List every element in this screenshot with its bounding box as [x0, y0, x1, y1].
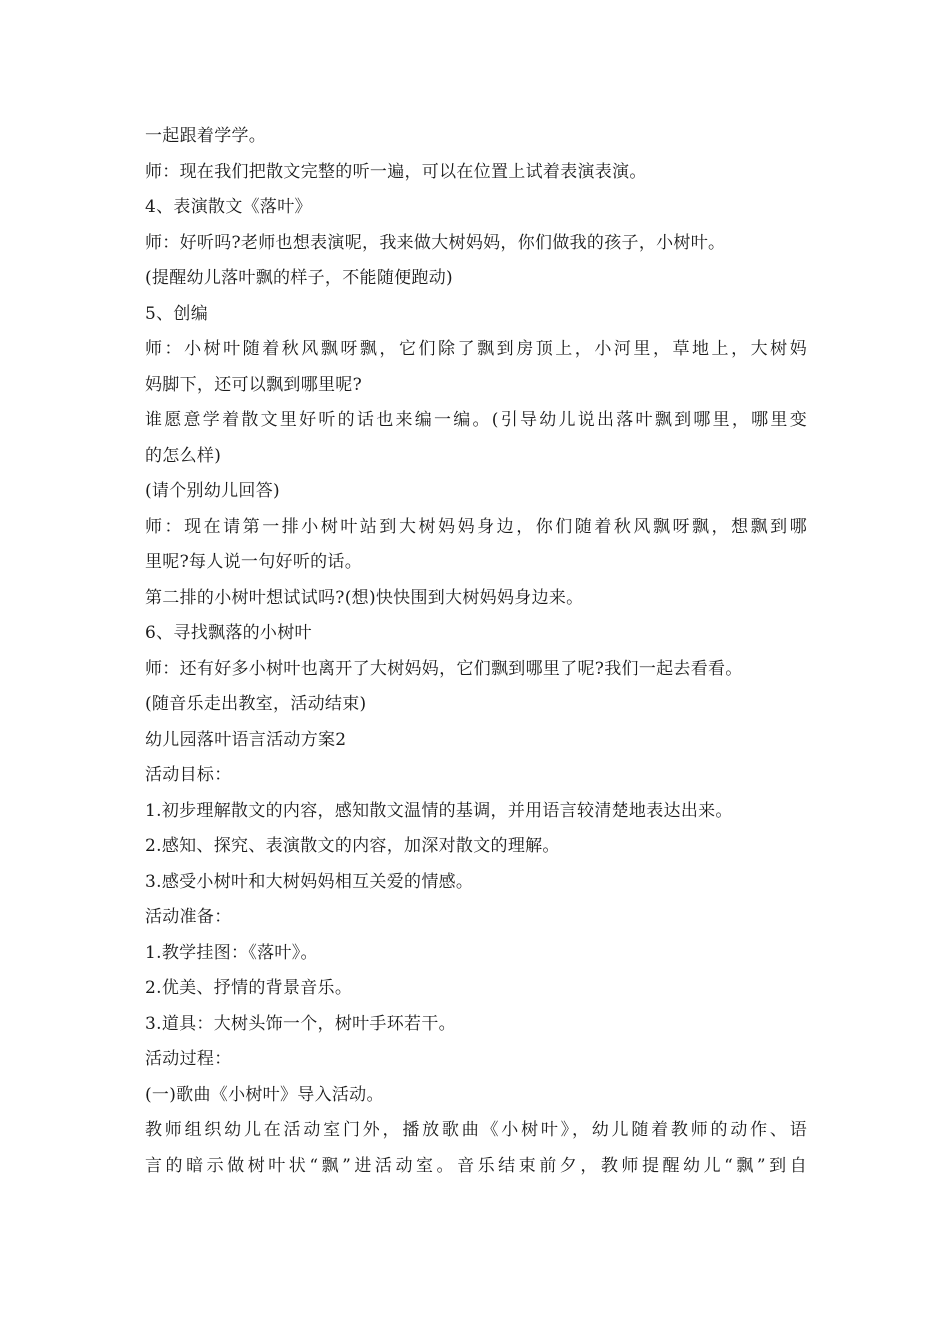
- text-line: 一起跟着学学。: [145, 126, 267, 146]
- text-line: 的怎么样): [145, 445, 222, 466]
- text-line: (随音乐走出教室，活动结束): [145, 694, 367, 714]
- text-line: 师：现在我们把散文完整的听一遍，可以在位置上试着表演表演。: [145, 161, 647, 182]
- text-line: 师：还有好多小树叶也离开了大树妈妈，它们飘到哪里了呢?我们一起去看看。: [145, 658, 743, 679]
- text-line: 师：好听吗?老师也想表演呢，我来做大树妈妈，你们做我的孩子，小树叶。: [145, 232, 726, 253]
- text-line: 教师组织幼儿在活动室门外，播放歌曲《小树叶》，幼儿随着教师的动作、语: [145, 1120, 807, 1140]
- text-line: 师：现在请第一排小树叶站到大树妈妈身边，你们随着秋风飘呀飘，想飘到哪: [145, 516, 807, 537]
- section-heading: 活动过程：: [145, 1049, 232, 1069]
- list-item: 1.教学挂图：《落叶》。: [145, 942, 318, 963]
- section-heading: 活动目标：: [145, 765, 232, 785]
- text-line: 言的暗示做树叶状“飘”进活动室。音乐结束前夕，教师提醒幼儿“飘”到自: [145, 1155, 807, 1176]
- list-item: 2.感知、探究、表演散文的内容，加深对散文的理解。: [145, 836, 560, 856]
- document-body: [145, 119, 807, 1184]
- section-heading: 活动准备：: [145, 907, 232, 927]
- document-title: 幼儿园落叶语言活动方案2: [145, 729, 347, 750]
- list-item: 1.初步理解散文的内容，感知散文温情的基调，并用语言较清楚地表达出来。: [145, 800, 733, 821]
- section-heading: 4、表演散文《落叶》: [145, 197, 312, 217]
- text-line: 师：小树叶随着秋风飘呀飘，它们除了飘到房顶上，小河里，草地上，大树妈: [145, 339, 807, 359]
- subsection-heading: (一)歌曲《小树叶》导入活动。: [145, 1084, 384, 1105]
- text-line: 谁愿意学着散文里好听的话也来编一编。(引导幼儿说出落叶飘到哪里，哪里变: [145, 410, 807, 430]
- text-line: 里呢?每人说一句好听的话。: [145, 552, 363, 572]
- text-line: 妈脚下，还可以飘到哪里呢?: [145, 374, 363, 395]
- list-item: 2.优美、抒情的背景音乐。: [145, 978, 353, 998]
- text-line: (提醒幼儿落叶飘的样子，不能随便跑动): [145, 268, 453, 288]
- text-line: (请个别幼儿回答): [145, 481, 280, 501]
- list-item: 3.感受小树叶和大树妈妈相互关爱的情感。: [145, 871, 474, 892]
- list-item: 3.道具：大树头饰一个，树叶手环若干。: [145, 1013, 456, 1034]
- section-heading: 6、寻找飘落的小树叶: [145, 623, 312, 643]
- text-line: 第二排的小树叶想试试吗?(想)快快围到大树妈妈身边来。: [145, 587, 584, 608]
- section-heading: 5、创编: [145, 303, 209, 324]
